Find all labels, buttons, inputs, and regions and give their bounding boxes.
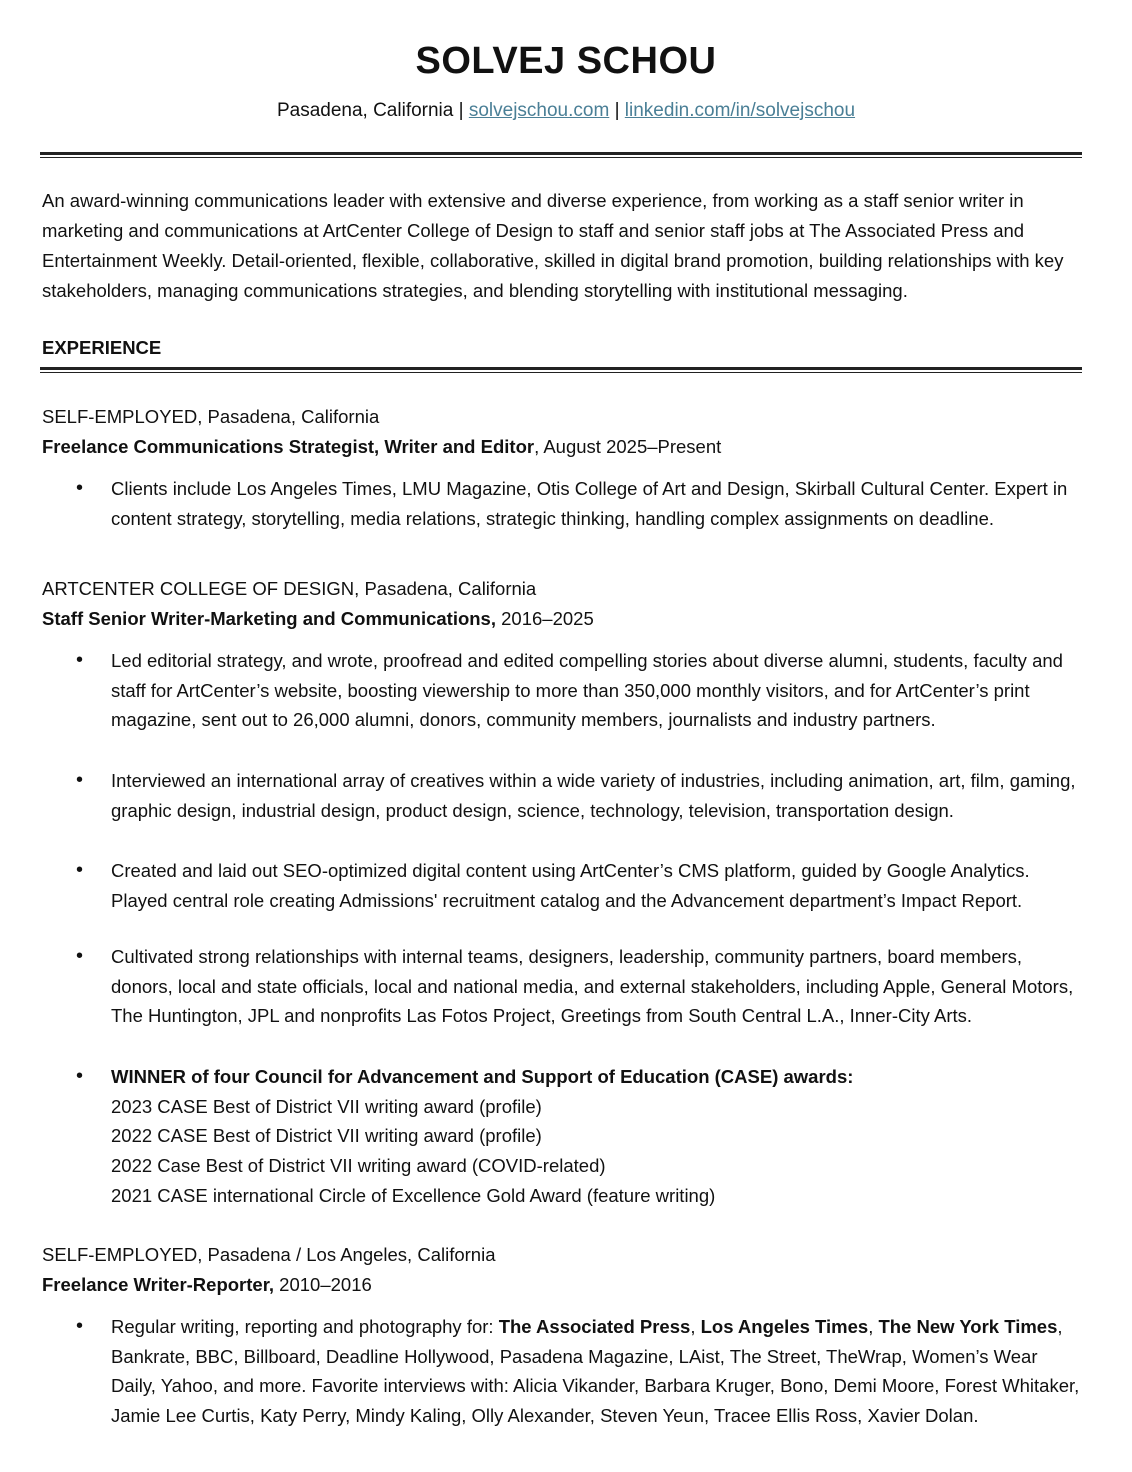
separator: |	[453, 100, 469, 121]
job-title-line	[42, 604, 1087, 634]
job-bullets	[42, 1312, 1087, 1431]
linkedin-link[interactable]: linkedin.com/in/solvejschou	[624, 100, 856, 121]
separator: ,	[690, 1316, 701, 1337]
website-link[interactable]: solvejschou.com	[468, 100, 610, 121]
bullet-item: • Led editorial strategy, and wrote, proofread and edited compelling stories about diverse alumni, students, faculty and staff for ArtCenter’s website, boosting viewership to more than 350,000 monthly visitors, and for ArtCenter’s print magazine, sent out to 26,000 alumni, donors, community members, journalists and industry partners.	[42, 646, 1087, 735]
bullet-item: • Clients include Los Angeles Times, LMU Magazine, Otis College of Art and Design, Skirball Cultural Center. Expert in content strategy, storytelling, media relations, strategic thinking, handling complex assignments on deadline.	[42, 474, 1087, 533]
job-title-line	[42, 432, 1087, 462]
bullet-item	[42, 1312, 1087, 1431]
outlet-name: Los Angeles Times	[700, 1316, 869, 1337]
award-line: 2022 Case Best of District VII writing award (COVID-related)	[111, 1155, 606, 1177]
employer: ARTCENTER COLLEGE OF DESIGN, Pasadena, California	[42, 578, 537, 599]
awards-heading: WINNER of four Council for Advancement and Support of Education (CASE) awards:	[111, 1066, 854, 1087]
employer: SELF-EMPLOYED, Pasadena, California	[42, 406, 380, 427]
job-bullets	[42, 856, 1087, 915]
job-entry	[42, 574, 1087, 633]
job-title-line	[42, 1270, 1087, 1300]
job-dates: 2016–2025	[496, 607, 594, 629]
bullet-item: • Created and laid out SEO-optimized digital content using ArtCenter’s CMS platform, guided by Google Analytics. Played central role creating Admissions' recruitment catalog and the Advancement department’s Impact Report.	[42, 856, 1087, 915]
awards-list	[42, 1062, 1087, 1211]
awards-item	[42, 1062, 1087, 1211]
job-dates: , August 2025–Present	[534, 435, 722, 457]
location: Pasadena, California	[276, 100, 454, 121]
outlet-name: The Associated Press	[498, 1316, 691, 1337]
job-dates: 2010–2016	[274, 1273, 372, 1295]
bullet-rest: , Bankrate, BBC, Billboard, Deadline Hollywood, Pasadena Magazine, LAist, The Street, TheWrap, Women’s Wear Daily, Yahoo, and more. Favorite interviews with: Alicia Vikander, Barbara Kruger, Bono, Demi Moore, Forest Whitaker, Jamie Lee Curtis, Katy Perry, Mindy Kaling, Olly Alexander, Steven Yeun, Tracee Ellis Ross, Xavier Dolan.	[111, 1316, 1080, 1427]
job-bullets	[42, 942, 1087, 1031]
job-bullets	[42, 646, 1087, 735]
job-title: Freelance Writer-Reporter,	[42, 1273, 275, 1295]
separator: ,	[868, 1316, 879, 1337]
bullet-item: • Interviewed an international array of creatives within a wide variety of industries, including animation, art, film, gaming, graphic design, industrial design, product design, science, technology, television, transportation design.	[42, 766, 1087, 825]
experience-divider	[40, 367, 1082, 370]
employer: SELF-EMPLOYED, Pasadena / Los Angeles, California	[42, 1244, 496, 1265]
header-divider	[40, 152, 1082, 155]
bullet-item: • Cultivated strong relationships with internal teams, designers, leadership, community partners, board members, donors, local and state officials, local and national media, and external stakeholders, including Apple, General Motors, The Huntington, JPL and nonprofits Las Fotos Project, Greetings from South Central L.A., Inner-City Arts.	[42, 942, 1087, 1031]
job-bullets	[42, 474, 1087, 533]
job-title: Freelance Communications Strategist, Writer and Editor	[42, 435, 535, 457]
award-line: 2022 CASE Best of District VII writing award (profile)	[111, 1125, 542, 1147]
summary-paragraph: An award-winning communications leader with extensive and diverse experience, from working as a staff senior writer in marketing and communications at ArtCenter College of Design to staff and senior staff jobs at The Associated Press and Entertainment Weekly. Detail-oriented, flexible, collaborative, skilled in digital brand promotion, building relationships with key stakeholders, managing communications strategies, and blending storytelling with institutional messaging.	[42, 190, 1064, 301]
job-entry	[42, 1240, 1087, 1299]
award-line: 2021 CASE international Circle of Excellence Gold Award (feature writing)	[111, 1184, 716, 1206]
bullet-intro: Regular writing, reporting and photography for:	[111, 1316, 499, 1337]
experience-heading: EXPERIENCE	[42, 337, 162, 358]
award-line: 2023 CASE Best of District VII writing award (profile)	[111, 1095, 542, 1117]
contact-line	[0, 100, 1132, 122]
job-title: Staff Senior Writer-Marketing and Communications,	[42, 607, 496, 629]
resume-name: SOLVEJ SCHOU	[415, 40, 717, 82]
separator: |	[609, 100, 625, 121]
job-entry	[42, 402, 1087, 461]
outlet-name: The New York Times	[878, 1316, 1058, 1337]
job-bullets	[42, 766, 1087, 825]
